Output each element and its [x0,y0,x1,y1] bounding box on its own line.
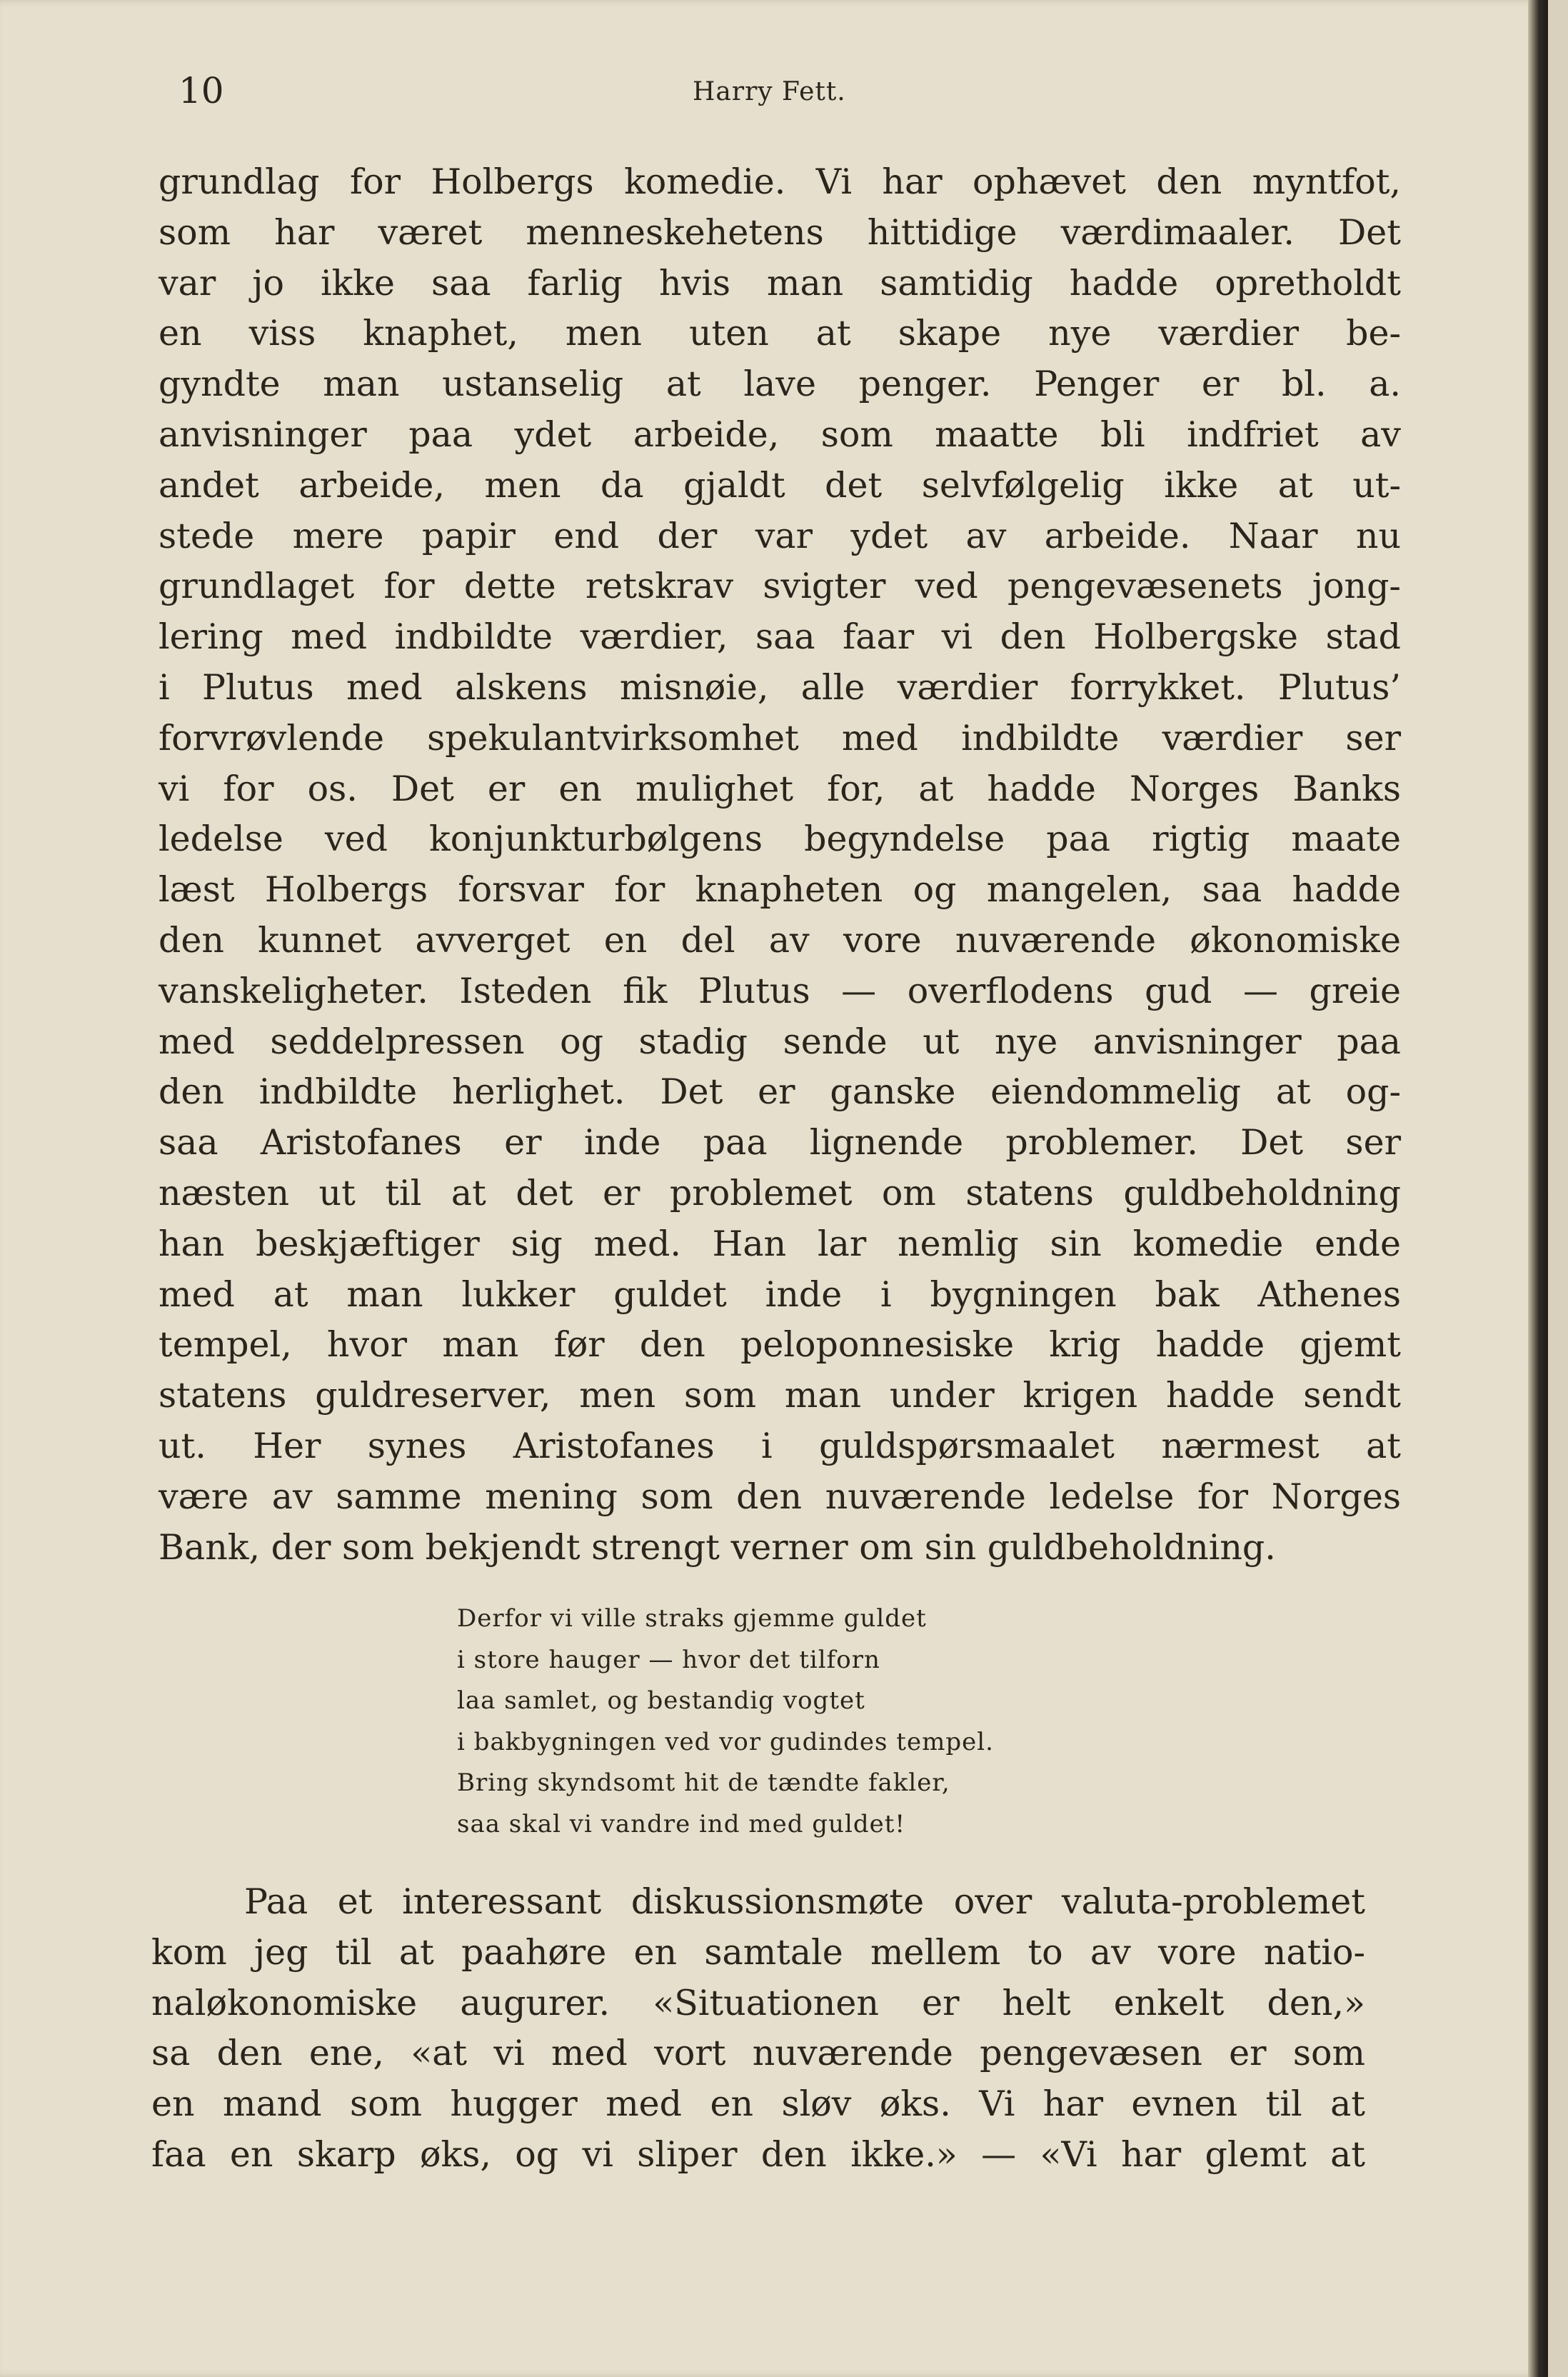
text-line: med seddelpressen og stadig sende ut nye anvisninger paa [159,1021,1401,1062]
verse-line: i store hauger — hvor det tilforn [457,1645,880,1674]
text-line: den indbildte herlighet. Det er ganske eiendommelig at og- [159,1071,1401,1113]
verse-line: Derfor vi ville straks gjemme guldet [457,1604,927,1633]
verse-line: saa skal vi vandre ind med guldet! [457,1809,906,1838]
text-line: med at man lukker guldet inde i bygningen bak Athenes [159,1273,1401,1315]
text-line: ut. Her synes Aristofanes i guldspørsmaalet nærmest at [159,1425,1401,1466]
text-line: Paa et interessant diskussionsmøte over valuta-problemet [244,1881,1365,1922]
text-line: gyndte man ustanselig at lave penger. Penger er bl. a. [159,364,1401,405]
text-line: naløkonomiske augurer. «Situationen er helt enkelt den,» [151,1982,1365,2023]
text-line: saa Aristofanes er inde paa lignende problemer. Det ser [159,1122,1401,1164]
text-line: var jo ikke saa farlig hvis man samtidig hadde opretholdt [159,262,1401,304]
text-line: en viss knaphet, men uten at skape nye værdier be- [159,313,1401,354]
text-line: forvrøvlende spekulantvirksomhet med indbildte værdier ser [159,717,1401,759]
text-line: som har været menneskehetens hittidige værdimaaler. Det [159,211,1401,253]
running-title: Harry Fett. [693,77,846,106]
text-line: tempel, hvor man før den peloponnesiske krig hadde gjemt [159,1324,1401,1366]
page-header [0,63,1548,113]
text-line: sa den ene, «at vi med vort nuværende pengevæsen er som [151,2033,1365,2074]
verse-line: laa samlet, og bestandig vogtet [457,1686,865,1715]
text-line: lering med indbildte værdier, saa faar vi den Holbergske stad [159,616,1401,658]
page-number: 10 [179,70,224,111]
text-line: grundlaget for dette retskrav svigter ved pengevæsenets jong- [159,566,1401,607]
second-paragraph [151,1877,1365,2181]
text-line: Bank, der som bekjendt strengt verner om sin guldbeholdning. [159,1526,1276,1568]
text-line: kom jeg til at paahøre en samtale mellem to av vore natio- [151,1931,1365,1973]
text-line: faa en skarp øks, og vi sliper den ikke.» — «Vi har glemt at [151,2133,1365,2175]
text-line: stede mere papir end der var ydet av arbeide. Naar nu [159,515,1401,556]
verse-quote [457,1598,1171,1845]
text-line: i Plutus med alskens misnøie, alle værdier forrykket. Plutus’ [159,666,1401,708]
text-line: være av samme mening som den nuværende ledelse for Norges [159,1476,1401,1517]
text-line: anvisninger paa ydet arbeide, som maatte bli indfriet av [159,414,1401,455]
verse-line: Bring skyndsomt hit de tændte fakler, [457,1768,950,1797]
text-line: ledelse ved konjunkturbølgens begyndelse paa rigtig maate [159,819,1401,860]
text-line: statens guldreserver, men som man under krigen hadde sendt [159,1375,1401,1416]
verse-line: i bakbygningen ved vor gudindes tempel. [457,1727,994,1756]
text-line: vanskeligheter. Isteden fik Plutus — overflodens gud — greie [159,970,1401,1011]
text-line: andet arbeide, men da gjaldt det selvfølgelig ikke at ut- [159,464,1401,506]
text-line: han beskjæftiger sig med. Han lar nemlig sin komedie ende [159,1223,1401,1264]
text-line: læst Holbergs forsvar for knapheten og mangelen, saa hadde [159,869,1401,911]
text-line: vi for os. Det er en mulighet for, at hadde Norges Banks [159,768,1401,809]
text-line: den kunnet avverget en del av vore nuværende økonomiske [159,919,1401,961]
main-paragraph [159,157,1401,1573]
page-edge [1528,0,1548,2377]
text-line: en mand som hugger med en sløv øks. Vi har evnen til at [151,2083,1365,2125]
text-line: grundlag for Holbergs komedie. Vi har ophævet den myntfot, [159,161,1401,202]
text-line: næsten ut til at det er problemet om statens guldbeholdning [159,1172,1401,1213]
